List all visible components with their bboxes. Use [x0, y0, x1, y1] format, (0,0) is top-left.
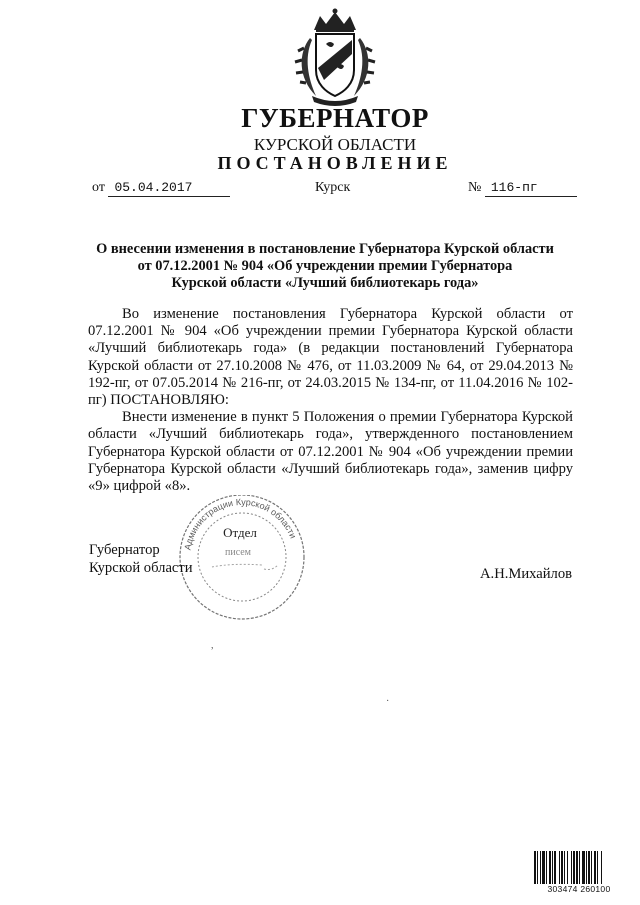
signer-name: А.Н.Михайлов	[480, 566, 573, 582]
barcode-bar	[546, 851, 547, 885]
stamp-ring-text: Администрации Курской области	[182, 496, 299, 551]
barcode-bar	[576, 851, 578, 885]
barcode-bar	[561, 851, 563, 885]
barcode-bar	[554, 851, 556, 885]
barcode-bar	[594, 851, 596, 885]
date-field	[92, 180, 230, 197]
city-label: Курск	[315, 180, 351, 195]
barcode-bar	[597, 851, 598, 885]
barcode-bar	[564, 851, 565, 885]
scan-mark: ,	[211, 640, 214, 651]
document-date: 05.04.2017	[108, 180, 230, 197]
svg-text:Администрации Курской области	[182, 497, 298, 551]
barcode-bar	[552, 851, 553, 885]
barcode-bar	[542, 851, 545, 885]
coat-of-arms-emblem	[290, 8, 380, 106]
barcode-bar	[567, 851, 568, 885]
signer-position-line: Губернатор	[89, 542, 160, 558]
stamp-center-text: Отдел	[223, 525, 257, 540]
region-title: КУРСКОЙ ОБЛАСТИ	[253, 135, 417, 154]
barcode-bar	[549, 851, 551, 885]
signer-position-line: Курской области	[89, 560, 193, 576]
official-stamp	[172, 495, 312, 623]
document-subject	[60, 241, 590, 292]
document-type-title: ПОСТАНОВЛЕНИЕ	[217, 153, 453, 173]
stamp-center-text: писем	[224, 547, 252, 558]
subject-line: О внесении изменения в постановление Губернатора Курской области	[96, 241, 554, 257]
body-paragraph: Во изменение постановления Губернатора Курской области от 07.12.2001 № 904 «Об учреждении премии Губернатора Курской области «Лучший библиотекарь года» (в редакции постановлений Губернатора Курской области от 27.10.2008 № 476, от 11.03.2009 № 64, от 29.04.2013 № 192-пг, от 07.05.2014 № 216-пг, от 24.03.2015 № 134-пг, от 11.04.2016 № 102-пг) ПОСТАНОВЛЯЮ:	[88, 306, 573, 409]
barcode-bar	[537, 851, 538, 885]
subject-line: Курской области «Лучший библиотекарь года»	[171, 275, 479, 291]
document-body	[88, 306, 573, 495]
barcode-bar	[559, 851, 560, 885]
barcode-bar	[540, 851, 541, 885]
authority-title: ГУБЕРНАТОР	[241, 103, 429, 133]
barcode-bar	[582, 851, 585, 885]
barcode-bar	[591, 851, 592, 885]
number-prefix: №	[468, 180, 482, 195]
date-prefix: от	[92, 180, 105, 195]
subject-line: от 07.12.2001 № 904 «Об учреждении премии Губернатора	[137, 258, 513, 274]
barcode-bar	[588, 851, 590, 885]
scan-mark: ·	[386, 696, 390, 707]
barcode-bar	[571, 851, 572, 885]
barcode-bar	[601, 851, 602, 885]
body-paragraph: Внести изменение в пункт 5 Положения о премии Губернатора Курской области «Лучший библиотекарь года», утвержденного постановлением Губернатора Курской области от 07.12.2001 № 904 «Об учреждении премии Губернатора Курской области «Лучший библиотекарь года», заменив цифру «9» цифрой «8».	[88, 409, 573, 495]
barcode-number: 303474 260100	[533, 884, 625, 894]
barcode-bar	[579, 851, 580, 885]
barcode-bar	[573, 851, 575, 885]
document-number: 116-пг	[485, 180, 577, 197]
signer-position	[89, 541, 193, 577]
number-field	[468, 180, 577, 197]
barcode-bar	[586, 851, 587, 885]
barcode-bar	[534, 851, 536, 885]
